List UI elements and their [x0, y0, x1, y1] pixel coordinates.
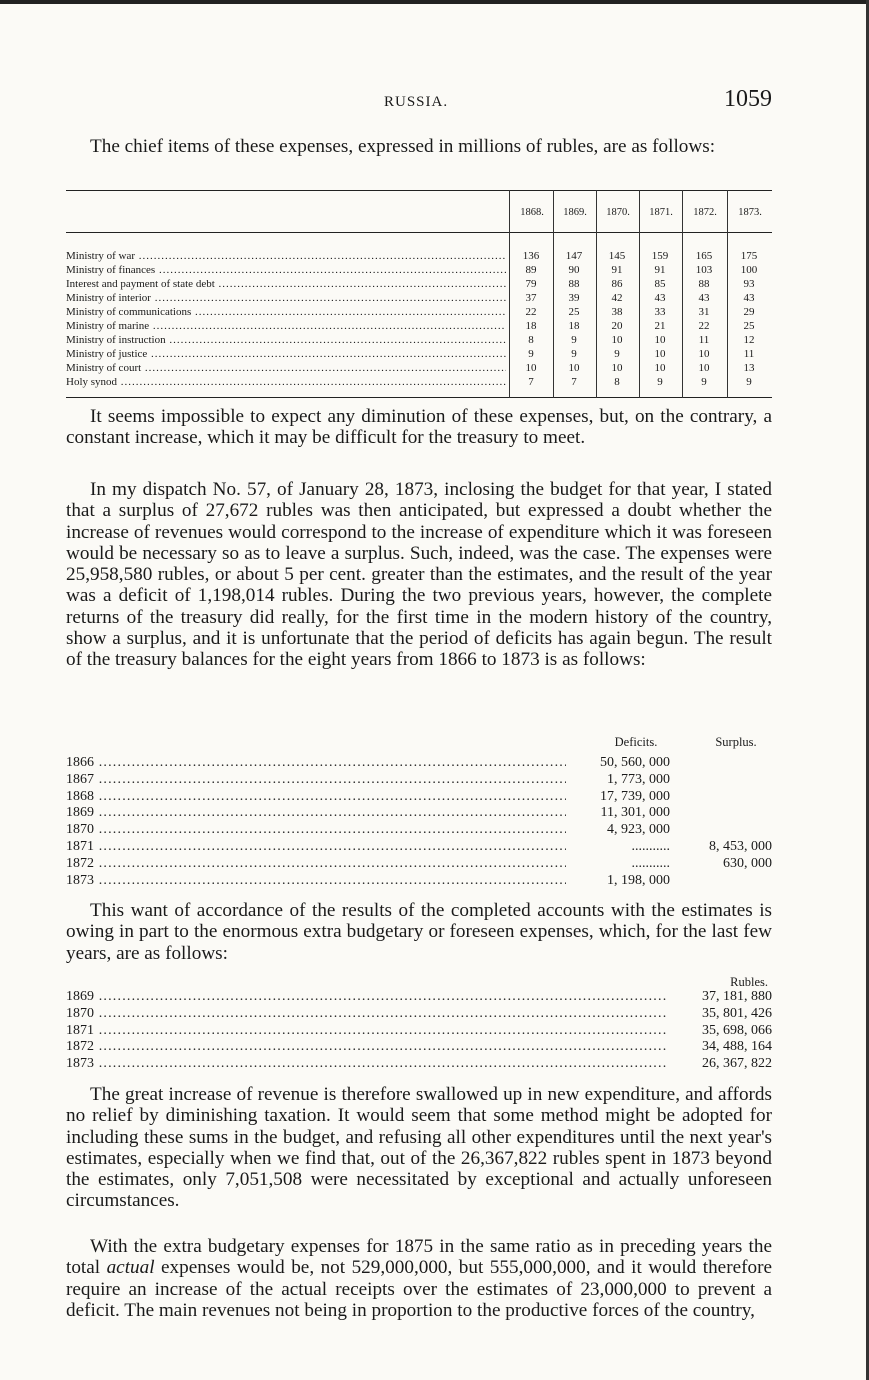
surplus-header: Surplus. — [715, 735, 757, 749]
expense-value: 10 — [698, 362, 710, 374]
expense-value: 100 — [740, 264, 758, 276]
balance-row — [66, 856, 772, 872]
extra-expense-row — [66, 1023, 772, 1039]
expense-value: 7 — [571, 376, 577, 388]
body-paragraph: This want of accordance of the results of the completed accounts with the estimates is owing in part to the enormous extra budgetary or foreseen expenses, which, for the last few years, are as follows: — [66, 900, 772, 964]
deficit-value: ........... — [631, 855, 670, 871]
extra-value: 34, 488, 164 — [702, 1039, 772, 1055]
paragraph-text: With the extra budgetary expenses for 1875 in the same ratio as in preceding years the total — [66, 1236, 772, 1279]
balance-row — [66, 772, 772, 788]
expense-value: 9 — [528, 348, 534, 360]
deficit-value: 1, 198, 000 — [607, 872, 670, 888]
expense-row — [66, 333, 772, 347]
year-header: 1868. — [520, 207, 544, 218]
expense-value: 9 — [657, 376, 663, 388]
surplus-value: 8, 453, 000 — [709, 839, 772, 854]
page-top-border — [0, 0, 869, 4]
expense-value: 91 — [654, 264, 666, 276]
expense-label: Ministry of justice ..... — [66, 347, 506, 361]
year-header: 1870. — [606, 207, 630, 218]
intro-paragraph: The chief items of these expenses, expressed in millions of rubles, are as follows: — [90, 136, 716, 157]
expense-row — [66, 319, 772, 333]
expense-value: 8 — [614, 376, 620, 388]
body-paragraph: It seems impossible to expect any diminution of these expenses, but, on the contrary, a constant increase, which it may be difficult for the treasury to meet. — [66, 406, 772, 449]
expense-label: Ministry of interior ..... — [66, 291, 506, 305]
balance-row — [66, 805, 772, 821]
expense-value: 89 — [525, 264, 537, 276]
page-number: 1059 — [724, 86, 772, 112]
expense-value: 7 — [528, 376, 534, 388]
expense-value: 12 — [743, 334, 755, 346]
page-header — [66, 86, 772, 120]
expense-label: Ministry of court ..... — [66, 361, 506, 375]
balance-row — [66, 839, 772, 855]
expense-value: 10 — [611, 334, 623, 346]
balance-year: 1868 ..... — [66, 789, 566, 805]
expense-value: 85 — [654, 278, 666, 290]
expense-value: 90 — [568, 264, 580, 276]
extra-expense-row — [66, 989, 772, 1005]
extra-year: 1872 ..... — [66, 1039, 666, 1055]
expense-value: 91 — [611, 264, 623, 276]
year-header: 1873. — [738, 207, 762, 218]
expense-row — [66, 291, 772, 305]
year-header: 1871. — [649, 207, 673, 218]
expense-value: 79 — [525, 278, 537, 290]
expense-value: 145 — [608, 250, 626, 262]
rubles-header: Rubles. — [730, 975, 768, 989]
extra-year: 1870 ..... — [66, 1006, 666, 1022]
expense-value: 21 — [654, 320, 666, 332]
expense-row — [66, 305, 772, 319]
expense-row — [66, 347, 772, 361]
deficit-value: 17, 739, 000 — [600, 788, 670, 804]
expense-value: 103 — [695, 264, 713, 276]
deficit-value: 1, 773, 000 — [607, 771, 670, 787]
expense-row — [66, 249, 772, 263]
table-header-rule — [66, 232, 772, 233]
expense-value: 22 — [525, 306, 537, 318]
expense-value: 18 — [525, 320, 537, 332]
expense-value: 13 — [743, 362, 755, 374]
surplus-value: 630, 000 — [723, 855, 772, 871]
expense-value: 33 — [654, 306, 666, 318]
expense-row — [66, 263, 772, 277]
expense-value: 159 — [651, 250, 669, 262]
expense-value: 8 — [528, 334, 534, 346]
balance-row — [66, 873, 772, 889]
expense-label: Interest and payment of state debt ..... — [66, 277, 506, 291]
emphasis-text: actual — [106, 1257, 155, 1279]
expense-value: 29 — [743, 306, 755, 318]
expense-value: 43 — [654, 292, 666, 304]
balance-year: 1866 ..... — [66, 755, 566, 771]
expense-value: 10 — [698, 348, 710, 360]
deficit-value: 11, 301, 000 — [600, 805, 670, 821]
extra-expense-row — [66, 1006, 772, 1022]
expense-label: Ministry of instruction ..... — [66, 333, 506, 347]
expense-value: 22 — [698, 320, 710, 332]
body-paragraph: The great increase of revenue is therefore swallowed up in new expenditure, and affords no relief by diminishing taxation. It would seem that some method might be adopted for including these sums in the budget, and refusing all other expenditures until the next year's estimates, especially when we find that, out of the 26,367,822 rubles spent in 1873 beyond the estimates, only 7,051,508 were necessitated by exceptional and actually unforeseen circumstances. — [66, 1084, 772, 1212]
balance-year: 1871 ..... — [66, 839, 566, 855]
extra-value: 26, 367, 822 — [702, 1056, 772, 1072]
expense-value: 31 — [698, 306, 710, 318]
table-top-rule — [66, 190, 772, 191]
expense-label: Ministry of communications ..... — [66, 305, 506, 319]
paragraph-text: expenses would be, not 529,000,000, but 555,000,000, and it would therefore require an increase of the actual receipts over the estimates of 23,000,000 to prevent a deficit. The main revenues not being in proportion to the productive forces of the country, — [66, 1257, 772, 1321]
expense-value: 86 — [611, 278, 623, 290]
expense-value: 9 — [571, 334, 577, 346]
expense-value: 147 — [565, 250, 583, 262]
expense-value: 43 — [698, 292, 710, 304]
expense-value: 11 — [698, 334, 710, 346]
expense-label: Ministry of war ..... — [66, 249, 506, 263]
expense-value: 18 — [568, 320, 580, 332]
extra-expense-row — [66, 1039, 772, 1055]
expense-value: 43 — [743, 292, 755, 304]
expense-row — [66, 361, 772, 375]
deficit-value: 4, 923, 000 — [607, 822, 670, 838]
expense-value: 175 — [740, 250, 758, 262]
body-paragraph: In my dispatch No. 57, of January 28, 1873, inclosing the budget for that year, I stated that a surplus of 27,672 rubles was then anticipated, but expressed a doubt whether the increase of revenues would correspond to the increase of expenditure which it was foreseen would be necessary so as to leave a surplus. Such, indeed, was the case. The expenses were 25,958,580 rubles, or about 5 per cent. greater than the estimates, and the result of the year was a deficit of 1,198,014 rubles. During the two previous years, however, the complete returns of the treasury did really, for the first time in the modern history of the country, show a surplus, and it is unfortunate that the period of deficits has again begun. The result of the treasury balances for the eight years from 1866 to 1873 is as follows: — [66, 479, 772, 671]
year-header: 1869. — [563, 207, 587, 218]
expense-value: 165 — [695, 250, 713, 262]
balance-row — [66, 822, 772, 838]
balance-year: 1867 ..... — [66, 772, 566, 788]
year-header: 1872. — [693, 207, 717, 218]
deficits-header: Deficits. — [614, 735, 658, 749]
deficit-value: ........... — [631, 839, 670, 854]
expense-value: 136 — [522, 250, 540, 262]
extra-year: 1873 ..... — [66, 1056, 666, 1072]
expense-value: 9 — [614, 348, 620, 360]
expense-value: 20 — [611, 320, 623, 332]
expense-value: 25 — [743, 320, 755, 332]
extra-value: 35, 801, 426 — [702, 1005, 772, 1021]
expense-value: 10 — [654, 362, 666, 374]
expense-value: 42 — [611, 292, 623, 304]
expense-value: 9 — [701, 376, 707, 388]
expense-label: Ministry of finances ..... — [66, 263, 506, 277]
expense-label: Holy synod ..... — [66, 375, 506, 389]
expense-value: 10 — [525, 362, 537, 374]
expense-value: 10 — [654, 348, 666, 360]
balance-year: 1873 ..... — [66, 873, 566, 889]
body-paragraph — [66, 1236, 772, 1321]
expense-value: 9 — [571, 348, 577, 360]
running-title: RUSSIA. — [384, 94, 449, 110]
balance-row — [66, 755, 772, 771]
extra-year: 1869 ..... — [66, 989, 666, 1005]
extra-value: 35, 698, 066 — [702, 1022, 772, 1038]
expense-value: 9 — [746, 376, 752, 388]
expenses-table — [66, 190, 772, 398]
balance-year: 1869 ..... — [66, 805, 566, 821]
expense-value: 10 — [654, 334, 666, 346]
expense-value: 10 — [568, 362, 580, 374]
deficit-value: 50, 560, 000 — [600, 755, 670, 770]
expense-row — [66, 375, 772, 389]
expense-value: 25 — [568, 306, 580, 318]
expense-row — [66, 277, 772, 291]
expense-label: Ministry of marine ..... — [66, 319, 506, 333]
balance-year: 1872 ..... — [66, 856, 566, 872]
extra-year: 1871 ..... — [66, 1023, 666, 1039]
balances-table — [66, 735, 772, 893]
extra-value: 37, 181, 880 — [702, 989, 772, 1004]
expense-value: 10 — [611, 362, 623, 374]
extra-expenses-table — [66, 975, 772, 1075]
expense-value: 11 — [743, 348, 755, 360]
expense-value: 93 — [743, 278, 755, 290]
expense-value: 39 — [568, 292, 580, 304]
extra-expense-row — [66, 1056, 772, 1072]
balance-year: 1870 ..... — [66, 822, 566, 838]
expense-value: 88 — [568, 278, 580, 290]
expense-value: 37 — [525, 292, 537, 304]
expense-value: 38 — [611, 306, 623, 318]
table-bottom-rule — [66, 397, 772, 398]
expense-value: 88 — [698, 278, 710, 290]
balance-row — [66, 789, 772, 805]
